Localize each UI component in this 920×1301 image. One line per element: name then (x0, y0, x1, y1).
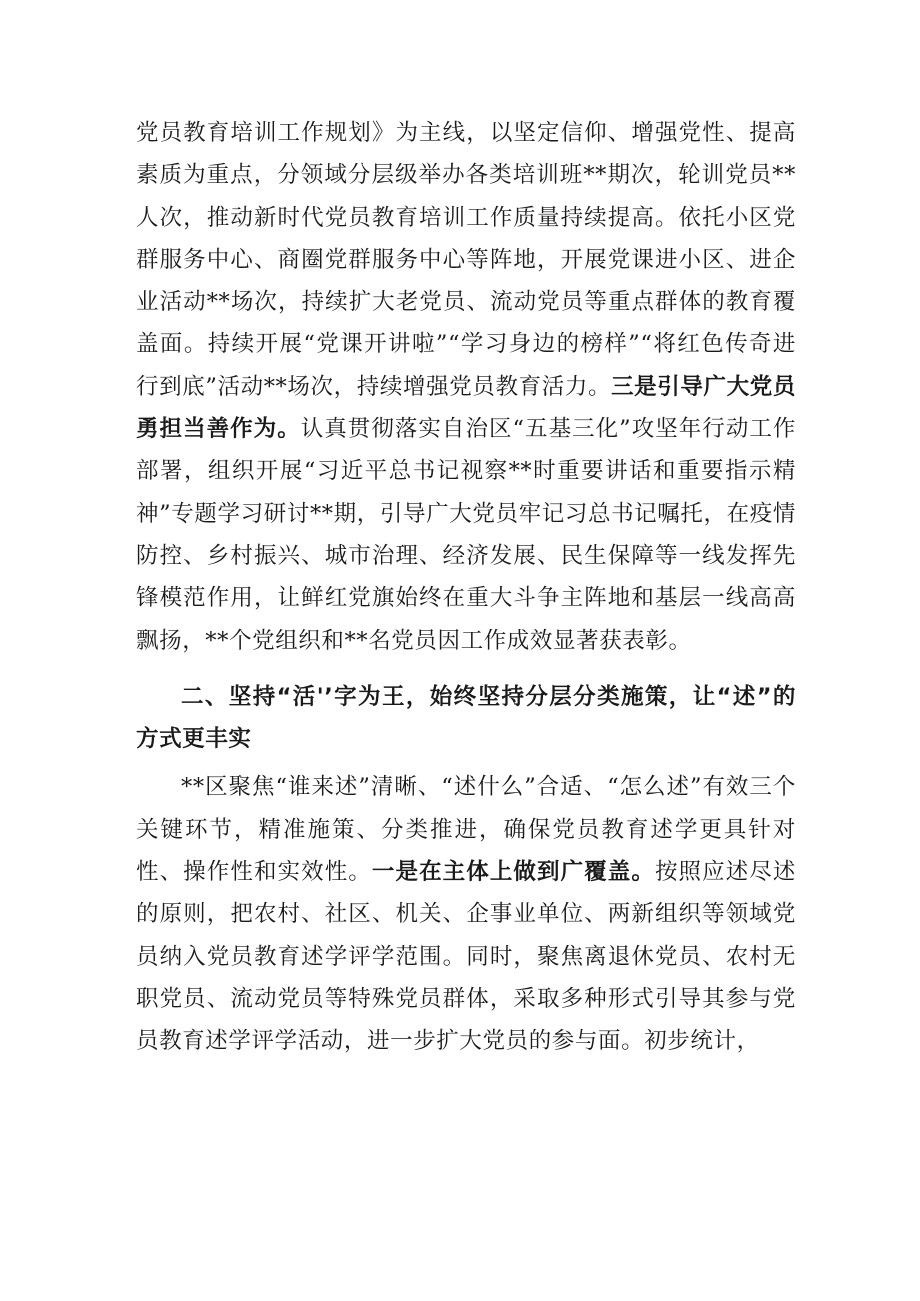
section-heading-two: 二、坚持“活'’字为王，始终坚持分层分类施策，让“述”的方式更丰实 (136, 683, 796, 753)
paragraph-education-training (136, 112, 796, 662)
document-body (136, 112, 796, 1063)
paragraph-text: 认真贯彻落实自治区“五基三化”攻坚年行动工作部署，组织开展“习近平总书记视察**时重要讲话和重要指示精神”专题学习研讨**期，引导广大党员牢记习总书记嘱托，在疫情防控、乡村振兴、城市治理、经济发展、民生保障等一线发挥先锋模范作用，让鲜红党旗始终在重大斗争主阵地和基层一线高高飘扬，**个党组织和**名党员因工作成效显著获表彰。 (136, 416, 796, 654)
spacer (136, 662, 796, 668)
paragraph-text: 按照应述尽述的原则，把农村、社区、机关、企事业单位、两新组织等领域党员纳入党员教育述学评学范围。同时，聚焦离退休党员、农村无职党员、流动党员等特殊党员群体，采取多种形式引导其参与党员教育述学评学活动，进一步扩大党员的参与面。初步统计， (136, 859, 796, 1055)
paragraph-text: 党员教育培训工作规划》为主线，以坚定信仰、增强党性、提高素质为重点，分领域分层级举办各类培训班**期次，轮训党员**人次，推动新时代党员教育培训工作质量持续提高。依托小区党群服务中心、商圈党群服务中心等阵地，开展党课进小区、进企业活动**场次，持续扩大老党员、流动党员等重点群体的教育覆盖面。持续开展“党课开讲啦”“学习身边的榜样”“将红色传奇进行到底”活动**场次，持续增强党员教育活力。 (136, 120, 796, 400)
bold-point-one: 一是在主体上做到广覆盖。 (371, 859, 655, 886)
paragraph-text: **区聚焦“谁来述”清晰、“述什么”合适、“怎么述”有效三个关键环节，精准施策、分类推进，确保党员教育述学更具针对性、操作性和实效性。 (136, 774, 796, 886)
paragraph-layered-measures (136, 766, 796, 1062)
bold-point-three: 三是引导广大党员勇担当善作为。 (136, 373, 796, 443)
